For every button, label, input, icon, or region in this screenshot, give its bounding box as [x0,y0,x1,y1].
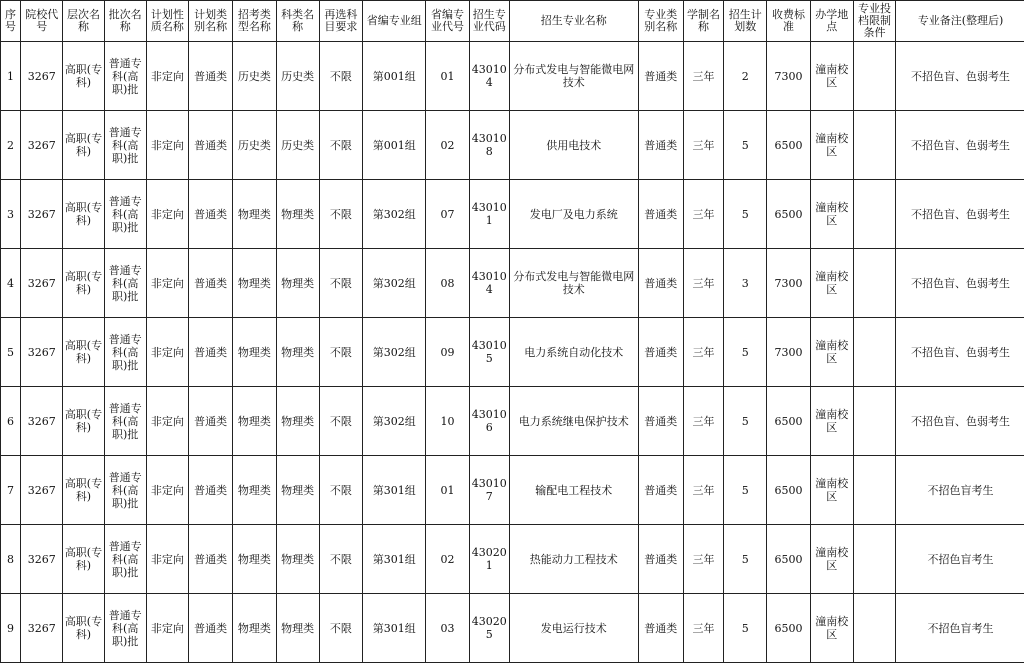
cell-batch: 普通专科(高职)批 [104,42,146,111]
cell-limit [853,42,895,111]
cell-duration: 三年 [683,249,723,318]
table-row [1,318,1024,387]
cell-plan-category: 普通类 [189,594,233,663]
col-header-major-name: 招生专业名称 [509,1,638,42]
cell-plan-nature: 非定向 [146,249,188,318]
cell-level: 高职(专科) [63,180,104,249]
cell-quota: 5 [724,387,767,456]
cell-duration: 三年 [683,387,723,456]
cell-quota: 5 [724,180,767,249]
cell-limit [853,111,895,180]
cell-major-name: 分布式发电与智能微电网技术 [509,42,638,111]
cell-major-category: 普通类 [638,456,683,525]
cell-major-no: 10 [426,387,469,456]
cell-quota: 3 [724,249,767,318]
cell-limit [853,318,895,387]
cell-duration: 三年 [683,180,723,249]
cell-school-code: 3267 [21,318,63,387]
cell-school-code: 3267 [21,525,63,594]
cell-campus: 潼南校区 [810,42,853,111]
cell-fee: 7300 [767,318,810,387]
table-row [1,525,1024,594]
cell-subject-type: 历史类 [276,111,319,180]
cell-remark: 不招色盲考生 [896,594,1024,663]
cell-major-code: 430107 [469,456,509,525]
cell-batch: 普通专科(高职)批 [104,249,146,318]
cell-batch: 普通专科(高职)批 [104,387,146,456]
cell-campus: 潼南校区 [810,387,853,456]
cell-remark: 不招色盲、色弱考生 [896,180,1024,249]
cell-exam-type: 物理类 [233,456,276,525]
cell-subject-type: 物理类 [276,525,319,594]
cell-remark: 不招色盲考生 [896,456,1024,525]
cell-remark: 不招色盲、色弱考生 [896,387,1024,456]
cell-major-no: 02 [426,525,469,594]
cell-subject-type: 物理类 [276,249,319,318]
cell-major-code: 430205 [469,594,509,663]
cell-quota: 2 [724,42,767,111]
cell-school-code: 3267 [21,42,63,111]
cell-seq: 8 [1,525,21,594]
cell-plan-nature: 非定向 [146,42,188,111]
cell-remark: 不招色盲、色弱考生 [896,42,1024,111]
cell-fee: 7300 [767,42,810,111]
cell-exam-type: 物理类 [233,318,276,387]
cell-reselect: 不限 [319,180,362,249]
cell-major-name: 输配电工程技术 [509,456,638,525]
cell-exam-type: 物理类 [233,249,276,318]
table-row [1,456,1024,525]
cell-subject-type: 物理类 [276,594,319,663]
cell-level: 高职(专科) [63,387,104,456]
cell-group: 第001组 [363,111,426,180]
col-header-exam-type: 招考类型名称 [233,1,276,42]
table-row [1,111,1024,180]
cell-campus: 潼南校区 [810,249,853,318]
cell-seq: 7 [1,456,21,525]
col-header-campus: 办学地点 [810,1,853,42]
cell-remark: 不招色盲考生 [896,525,1024,594]
cell-fee: 7300 [767,249,810,318]
cell-level: 高职(专科) [63,318,104,387]
cell-major-category: 普通类 [638,594,683,663]
cell-group: 第301组 [363,594,426,663]
cell-remark: 不招色盲、色弱考生 [896,249,1024,318]
col-header-school-code: 院校代号 [21,1,63,42]
cell-group: 第301组 [363,456,426,525]
cell-plan-category: 普通类 [189,387,233,456]
cell-major-name: 分布式发电与智能微电网技术 [509,249,638,318]
cell-quota: 5 [724,456,767,525]
cell-plan-nature: 非定向 [146,594,188,663]
cell-group: 第302组 [363,249,426,318]
cell-major-name: 热能动力工程技术 [509,525,638,594]
cell-fee: 6500 [767,111,810,180]
cell-plan-category: 普通类 [189,525,233,594]
cell-group: 第001组 [363,42,426,111]
cell-fee: 6500 [767,594,810,663]
cell-limit [853,456,895,525]
cell-major-name: 发电厂及电力系统 [509,180,638,249]
cell-batch: 普通专科(高职)批 [104,180,146,249]
col-header-limit: 专业投档限制条件 [853,1,895,42]
cell-limit [853,525,895,594]
col-header-major-no: 省编专业代号 [426,1,469,42]
cell-plan-nature: 非定向 [146,111,188,180]
cell-major-no: 08 [426,249,469,318]
cell-campus: 潼南校区 [810,318,853,387]
cell-seq: 4 [1,249,21,318]
cell-reselect: 不限 [319,318,362,387]
col-header-plan-category: 计划类别名称 [189,1,233,42]
table-row [1,180,1024,249]
cell-remark: 不招色盲、色弱考生 [896,111,1024,180]
cell-duration: 三年 [683,525,723,594]
cell-major-category: 普通类 [638,387,683,456]
cell-major-code: 430101 [469,180,509,249]
cell-major-code: 430108 [469,111,509,180]
cell-group: 第302组 [363,387,426,456]
cell-reselect: 不限 [319,525,362,594]
cell-major-no: 03 [426,594,469,663]
cell-major-no: 01 [426,42,469,111]
cell-duration: 三年 [683,318,723,387]
cell-plan-nature: 非定向 [146,318,188,387]
cell-reselect: 不限 [319,594,362,663]
cell-quota: 5 [724,594,767,663]
col-header-level: 层次名称 [63,1,104,42]
cell-group: 第302组 [363,180,426,249]
table-row [1,387,1024,456]
cell-reselect: 不限 [319,387,362,456]
table-row [1,249,1024,318]
header-row [1,1,1024,42]
col-header-major-code: 招生专业代码 [469,1,509,42]
cell-campus: 潼南校区 [810,594,853,663]
cell-campus: 潼南校区 [810,525,853,594]
cell-subject-type: 物理类 [276,456,319,525]
cell-exam-type: 物理类 [233,594,276,663]
cell-batch: 普通专科(高职)批 [104,111,146,180]
cell-exam-type: 物理类 [233,387,276,456]
cell-reselect: 不限 [319,249,362,318]
cell-exam-type: 历史类 [233,111,276,180]
cell-limit [853,594,895,663]
cell-seq: 9 [1,594,21,663]
cell-fee: 6500 [767,456,810,525]
cell-quota: 5 [724,111,767,180]
cell-quota: 5 [724,318,767,387]
cell-exam-type: 物理类 [233,525,276,594]
cell-major-name: 供用电技术 [509,111,638,180]
cell-level: 高职(专科) [63,594,104,663]
cell-batch: 普通专科(高职)批 [104,456,146,525]
cell-plan-category: 普通类 [189,111,233,180]
cell-subject-type: 物理类 [276,318,319,387]
cell-major-code: 430106 [469,387,509,456]
cell-plan-category: 普通类 [189,318,233,387]
cell-fee: 6500 [767,387,810,456]
cell-group: 第301组 [363,525,426,594]
cell-fee: 6500 [767,525,810,594]
cell-quota: 5 [724,525,767,594]
cell-major-code: 430201 [469,525,509,594]
cell-major-name: 电力系统继电保护技术 [509,387,638,456]
cell-major-category: 普通类 [638,42,683,111]
cell-reselect: 不限 [319,42,362,111]
cell-subject-type: 物理类 [276,180,319,249]
cell-plan-nature: 非定向 [146,525,188,594]
col-header-group: 省编专业组 [363,1,426,42]
cell-level: 高职(专科) [63,456,104,525]
cell-major-category: 普通类 [638,525,683,594]
table-body [1,42,1024,663]
cell-reselect: 不限 [319,456,362,525]
cell-campus: 潼南校区 [810,111,853,180]
cell-batch: 普通专科(高职)批 [104,594,146,663]
cell-major-no: 01 [426,456,469,525]
cell-batch: 普通专科(高职)批 [104,525,146,594]
cell-major-name: 电力系统自动化技术 [509,318,638,387]
cell-duration: 三年 [683,456,723,525]
cell-school-code: 3267 [21,594,63,663]
cell-seq: 5 [1,318,21,387]
col-header-fee: 收费标准 [767,1,810,42]
cell-limit [853,180,895,249]
cell-duration: 三年 [683,42,723,111]
cell-seq: 1 [1,42,21,111]
cell-plan-category: 普通类 [189,42,233,111]
cell-campus: 潼南校区 [810,180,853,249]
cell-school-code: 3267 [21,180,63,249]
cell-level: 高职(专科) [63,525,104,594]
cell-remark: 不招色盲、色弱考生 [896,318,1024,387]
cell-plan-category: 普通类 [189,249,233,318]
cell-major-code: 430104 [469,249,509,318]
cell-major-code: 430104 [469,42,509,111]
cell-level: 高职(专科) [63,111,104,180]
cell-exam-type: 物理类 [233,180,276,249]
cell-exam-type: 历史类 [233,42,276,111]
col-header-reselect: 再选科目要求 [319,1,362,42]
cell-subject-type: 历史类 [276,42,319,111]
cell-school-code: 3267 [21,456,63,525]
cell-group: 第302组 [363,318,426,387]
cell-major-name: 发电运行技术 [509,594,638,663]
col-header-major-category: 专业类别名称 [638,1,683,42]
cell-batch: 普通专科(高职)批 [104,318,146,387]
cell-major-code: 430105 [469,318,509,387]
cell-limit [853,387,895,456]
col-header-plan-nature: 计划性质名称 [146,1,188,42]
cell-plan-category: 普通类 [189,180,233,249]
col-header-batch: 批次名称 [104,1,146,42]
cell-school-code: 3267 [21,111,63,180]
cell-major-category: 普通类 [638,111,683,180]
cell-level: 高职(专科) [63,42,104,111]
cell-school-code: 3267 [21,387,63,456]
cell-duration: 三年 [683,111,723,180]
cell-seq: 2 [1,111,21,180]
cell-limit [853,249,895,318]
cell-seq: 6 [1,387,21,456]
col-header-subject-type: 科类名称 [276,1,319,42]
cell-subject-type: 物理类 [276,387,319,456]
cell-major-category: 普通类 [638,318,683,387]
cell-seq: 3 [1,180,21,249]
cell-major-no: 07 [426,180,469,249]
col-header-seq: 序号 [1,1,21,42]
cell-school-code: 3267 [21,249,63,318]
cell-duration: 三年 [683,594,723,663]
cell-plan-nature: 非定向 [146,180,188,249]
cell-plan-nature: 非定向 [146,387,188,456]
cell-reselect: 不限 [319,111,362,180]
cell-major-category: 普通类 [638,180,683,249]
cell-major-no: 02 [426,111,469,180]
table-row [1,594,1024,663]
cell-level: 高职(专科) [63,249,104,318]
cell-major-category: 普通类 [638,249,683,318]
cell-major-no: 09 [426,318,469,387]
cell-fee: 6500 [767,180,810,249]
cell-campus: 潼南校区 [810,456,853,525]
col-header-quota: 招生计划数 [724,1,767,42]
col-header-remark: 专业备注(整理后) [896,1,1024,42]
table-row [1,42,1024,111]
cell-plan-category: 普通类 [189,456,233,525]
cell-plan-nature: 非定向 [146,456,188,525]
col-header-duration: 学制名称 [683,1,723,42]
